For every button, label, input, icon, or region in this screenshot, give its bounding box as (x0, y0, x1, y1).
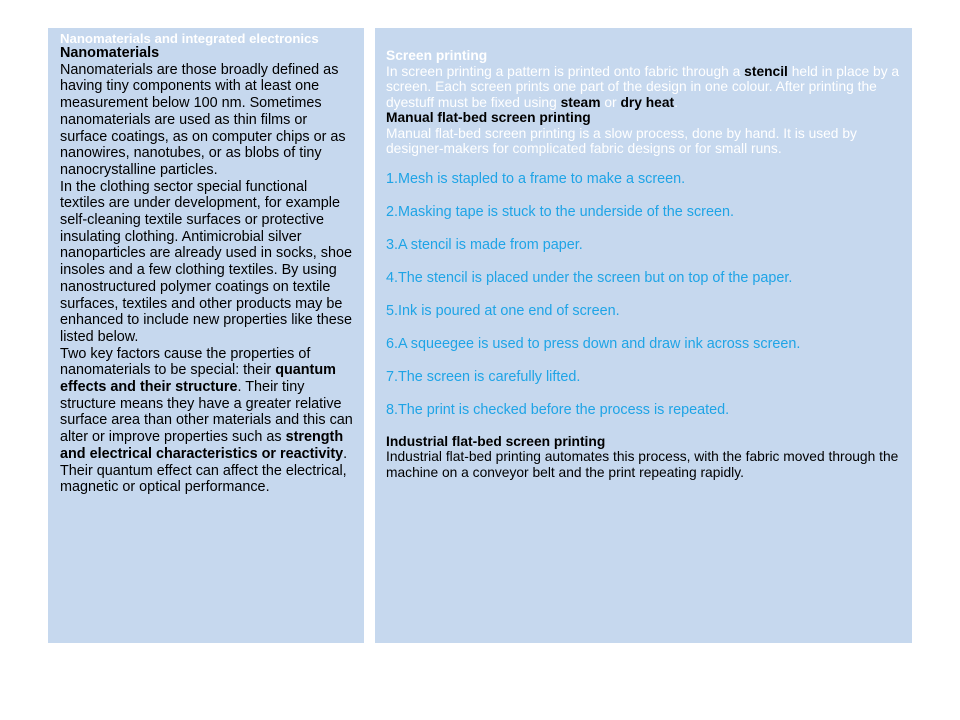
step-item: 7.The screen is carefully lifted. (386, 368, 581, 385)
p1-text-g: . (674, 94, 678, 110)
nanomaterials-panel (48, 28, 364, 643)
nanomaterials-paragraph-2: In the clothing sector special functional textiles are under development, for example self-cleaning textile surfaces or protective insulating clothing. Antimicrobial silver nanoparticles are already used in socks, shoe insoles and a few clothing textiles. By using nanostructured polymer coatings on textile surfaces, textiles and other products may be enhanced to include new properties like these listed below. (60, 178, 353, 345)
section-title: Nanomaterials and integrated electronics (60, 31, 319, 46)
step-item: 6.A squeegee is used to press down and draw ink across screen. (386, 335, 801, 352)
screen-printing-panel (375, 28, 912, 643)
industrial-paragraph: Industrial flat-bed printing automates this process, with the fabric moved through the machine on a conveyor belt and the print repeating rapidly. (386, 449, 899, 480)
manual-heading: Manual flat-bed screen printing (386, 110, 591, 125)
industrial-heading: Industrial flat-bed screen printing (386, 433, 606, 449)
p1-text-c: held in place by a screen. Each screen prints one part of the design in one colour. After printing the dyestuff must be fixed using (386, 63, 900, 110)
p3-text-a: Two key factors cause the properties of nanomaterials to be special: their (60, 345, 311, 379)
screen-printing-paragraph (386, 64, 900, 111)
p1-bold-dry-heat: dry heat (620, 94, 675, 110)
steps-list (386, 170, 900, 419)
nanomaterials-paragraph-1: Nanomaterials are those broadly defined as having tiny components with at least one measurement below 100 nm. Sometimes nanomaterials are used as thin films or surface coatings, as on computer chips or as nanowires, nanotubes, or as blobs of tiny nanocrystalline particles. (60, 61, 346, 178)
step-item: 5.Ink is poured at one end of screen. (386, 302, 620, 319)
step-item: 3.A stencil is made from paper. (386, 236, 583, 253)
nanomaterials-paragraph-3 (60, 346, 354, 496)
p1-bold-stencil: stencil (744, 63, 788, 79)
p3-text-c: . Their tiny structure means they have a greater relative surface area than other materials and this can alter or improve properties such as (60, 379, 353, 446)
step-item: 8.The print is checked before the process is repeated. (386, 401, 730, 418)
p3-text-e: . Their quantum effect can affect the electrical, magnetic or optical performance. (60, 445, 348, 496)
p1-text-a: In screen printing a pattern is printed onto fabric through a (386, 63, 745, 79)
p1-bold-steam: steam (560, 94, 601, 110)
p1-text-e: or (600, 94, 621, 110)
p3-bold-strength: strength and electrical characteristics or reactivity (60, 429, 344, 462)
manual-paragraph: Manual flat-bed screen printing is a slow process, done by hand. It is used by designer-makers for complicated fabric designs or for small runs. (386, 125, 857, 156)
step-item: 1.Mesh is stapled to a frame to make a screen. (386, 170, 686, 187)
p3-bold-quantum: quantum effects and their structure (60, 362, 336, 396)
step-item: 4.The stencil is placed under the screen but on top of the paper. (386, 269, 793, 286)
step-item: 2.Masking tape is stuck to the underside of the screen. (386, 203, 734, 220)
nanomaterials-heading: Nanomaterials (60, 45, 160, 61)
screen-printing-heading: Screen printing (386, 48, 488, 63)
